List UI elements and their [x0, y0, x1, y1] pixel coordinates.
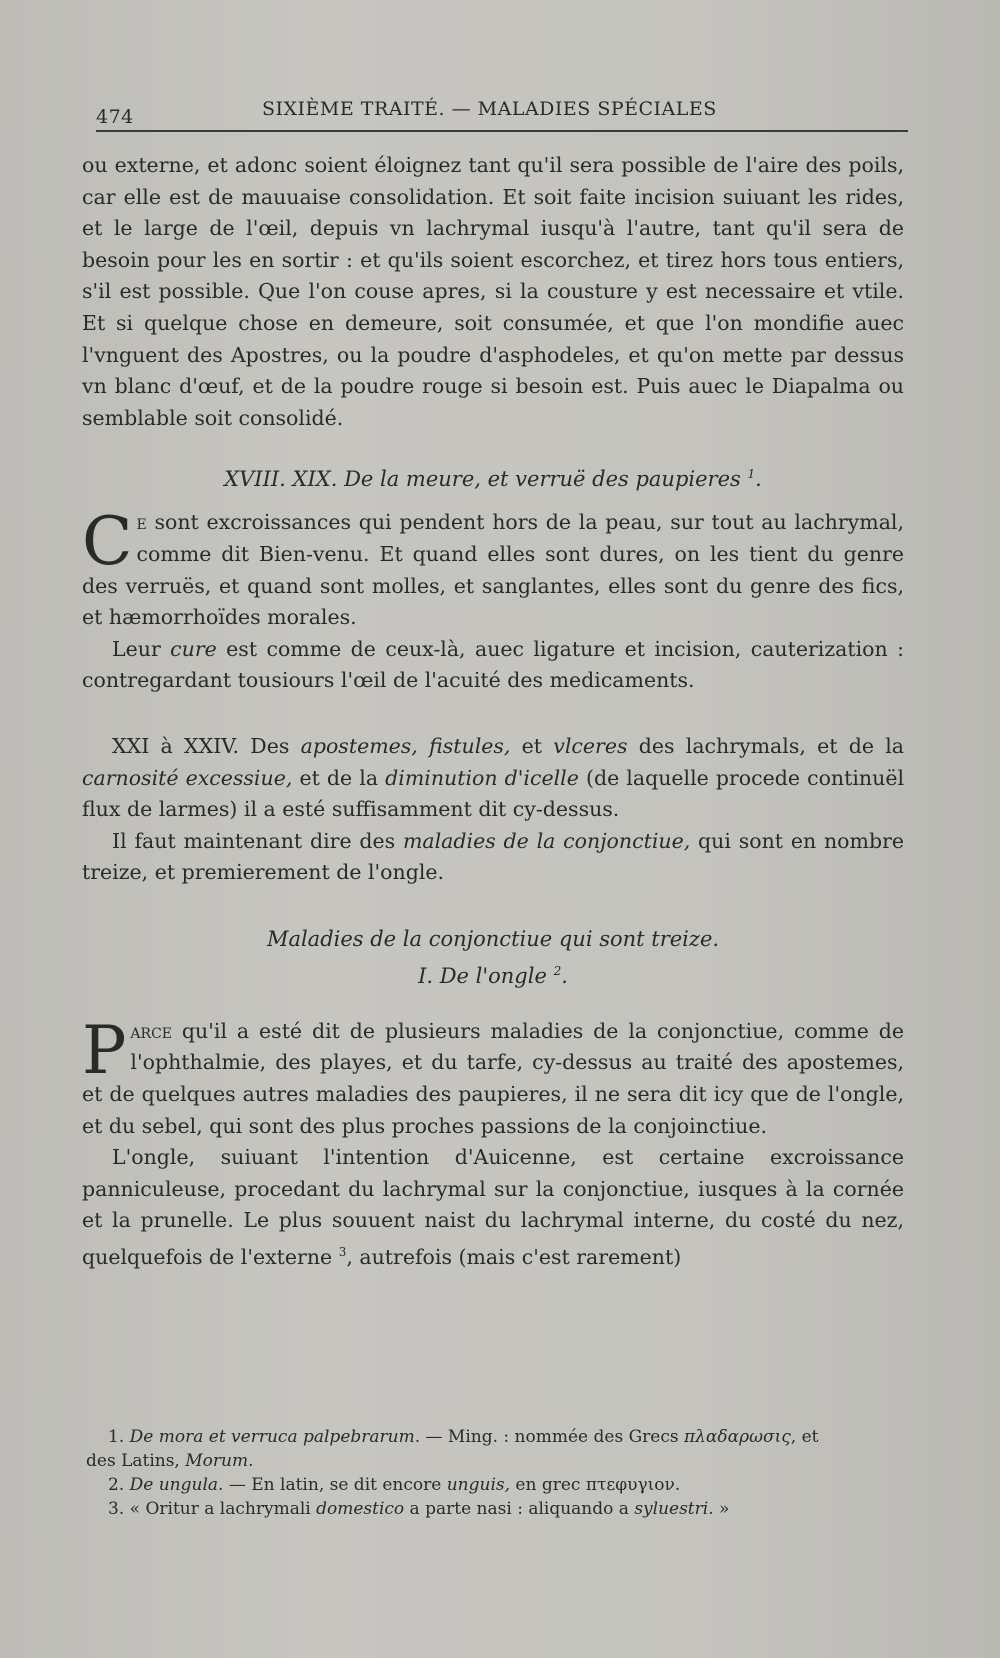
- emphasis: unguis,: [446, 1475, 511, 1495]
- paragraph-text: qu'il a esté dit de plusieurs maladies de la conjonctiue, comme de l'ophthalmie, des playes, et du tarfe, cy-dessus au traité des apostemes, et de quelques autres maladies des paupieres, il ne sera dit icy que de l'ongle, et du sebel, qui sont des plus proches passions de la conjoinctiue.: [82, 1018, 904, 1138]
- emphasis: apostemes, fistules,: [300, 733, 511, 758]
- footnotes: [86, 1425, 906, 1521]
- footnote-number: 2.: [108, 1475, 125, 1495]
- emphasis: diminution d'icelle: [385, 765, 579, 790]
- smallcaps-arce: arce: [130, 1018, 173, 1043]
- emphasis: domestico: [316, 1499, 405, 1519]
- text-run: Il faut maintenant dire des: [112, 828, 403, 853]
- text-run: — En latin, se dit encore: [223, 1475, 447, 1495]
- drop-cap-c: C: [82, 503, 133, 581]
- footnote-ref-2: 2: [553, 963, 562, 978]
- main-text: [82, 150, 904, 1273]
- text-run: et de la: [292, 765, 386, 790]
- text-run: L'ongle, suiuant l'intention d'Auicenne, est certaine excroissance panniculeuse, procedant du lachrymal sur la conjonctiue, iusques à la cornée et la prunelle. Le plus souuent naist du lachrymal interne, du costé du nez, quelquefois de l'externe: [82, 1145, 904, 1269]
- text-run: est comme de ceux-là, auec ligature et incision, cauterization : contregardant tousiours l'œil de l'acuité des medicaments.: [82, 636, 905, 693]
- paragraph-text: sont excroissances qui pendent hors de la peau, sur tout au lachrymal, comme dit Bien-venu. Et quand elles sont dures, on les tient du genre des verruës, et quand sont molles, et sanglantes, elles sont du genre des fics, et hæmorrhoïdes morales.: [82, 510, 904, 630]
- page-header: [96, 92, 908, 132]
- section-heading-xviii-xix: XVIII. XIX. De la meure, et verruë des paupieres $^1$.: [224, 467, 762, 492]
- footnote-2: [86, 1473, 906, 1497]
- text-run: des Latins,: [86, 1451, 186, 1471]
- text-run: « Oritur a lachrymali: [129, 1499, 317, 1519]
- section-heading-ongle: I. De l'ongle $^2$.: [418, 963, 568, 988]
- text-run: Leur: [112, 636, 171, 661]
- header-rule: [96, 130, 908, 132]
- emphasis: De mora et verruca palpebrarum.: [129, 1427, 421, 1447]
- text-run: »: [713, 1499, 730, 1519]
- page-number: 474: [96, 106, 134, 128]
- text-run: — Ming. : nommée des Grecs: [420, 1427, 684, 1447]
- emphasis: Morum.: [185, 1451, 254, 1471]
- emphasis-cure: cure: [170, 636, 217, 661]
- paragraph-il-faut: [82, 826, 904, 889]
- paragraph-parce: [82, 1011, 904, 1142]
- footnote-ref-3: 3: [338, 1245, 347, 1260]
- text-run: , autrefois (mais c'est rarement): [346, 1244, 682, 1269]
- paragraph-leur-cure: [82, 634, 904, 697]
- footnote-1-continued: [86, 1449, 906, 1473]
- text-run: en grec: [510, 1475, 586, 1495]
- emphasis: maladies de la conjonctiue,: [402, 828, 691, 853]
- paragraph-ce-sont: [82, 503, 904, 633]
- emphasis: syluestri.: [634, 1499, 714, 1519]
- smallcaps-e: e: [136, 510, 147, 535]
- emphasis: De ungula.: [129, 1475, 224, 1495]
- footnote-3: [86, 1497, 906, 1521]
- text-run: et: [510, 733, 554, 758]
- text-run: XXI à XXIV. Des: [112, 733, 301, 758]
- text-run: (de laquelle procede continuël flux de larmes) il a esté suffisamment dit cy-dessus.: [82, 765, 905, 822]
- footnote-1: [86, 1425, 906, 1449]
- drop-cap-p: P: [82, 1011, 127, 1089]
- paragraph-continuation: ou externe, et adonc soient éloignez tant qu'il sera possible de l'aire des poils, car elle est de mauuaise consolidation. Et soit faite incision suiuant les rides, et le large de l'œil, depuis vn lachrymal iusqu'à l'autre, tant qu'il sera de besoin pour les en sortir : et qu'ils soient escorchez, et tirez hors tous entiers, s'il est possible. Que l'on couse apres, si la cousture y est necessaire et vtile. Et si quelque chose en demeure, soit consumée, et que l'on mondifie auec l'vnguent des Apostres, ou la poudre d'asphodeles, et qu'on mette par dessus vn blanc d'œuf, et de la poudre rouge si besoin est. Puis auec le Diapalma ou semblable soit consolidé.: [82, 153, 904, 430]
- running-head: SIXIÈME TRAITÉ. — MALADIES SPÉCIALES: [262, 98, 717, 120]
- footnote-number: 1.: [108, 1427, 125, 1447]
- footnote-ref-1: 1: [747, 467, 756, 482]
- text-run: a parte nasi : aliquando a: [404, 1499, 635, 1519]
- paragraph-l-ongle: [82, 1142, 904, 1273]
- text-run: des lachrymals, et de la: [627, 733, 905, 758]
- text-run: , et: [790, 1427, 819, 1447]
- heading-text: I. De l'ongle: [418, 963, 547, 988]
- paragraph-xxi-xxiv: [82, 731, 904, 826]
- text-run: qui sont en nombre treize, et premierement de l'ongle.: [82, 828, 904, 885]
- emphasis: carnosité excessiue,: [82, 765, 293, 790]
- footnote-number: 3.: [108, 1499, 125, 1519]
- section-heading-maladies: Maladies de la conjonctiue qui sont treize.: [266, 926, 720, 951]
- emphasis: vlceres: [553, 733, 628, 758]
- greek-text: πτεφυγιον.: [585, 1475, 681, 1495]
- heading-text: XVIII. XIX. De la meure, et verruë des paupieres: [224, 467, 741, 492]
- greek-text: πλαδαρωσις: [683, 1427, 791, 1447]
